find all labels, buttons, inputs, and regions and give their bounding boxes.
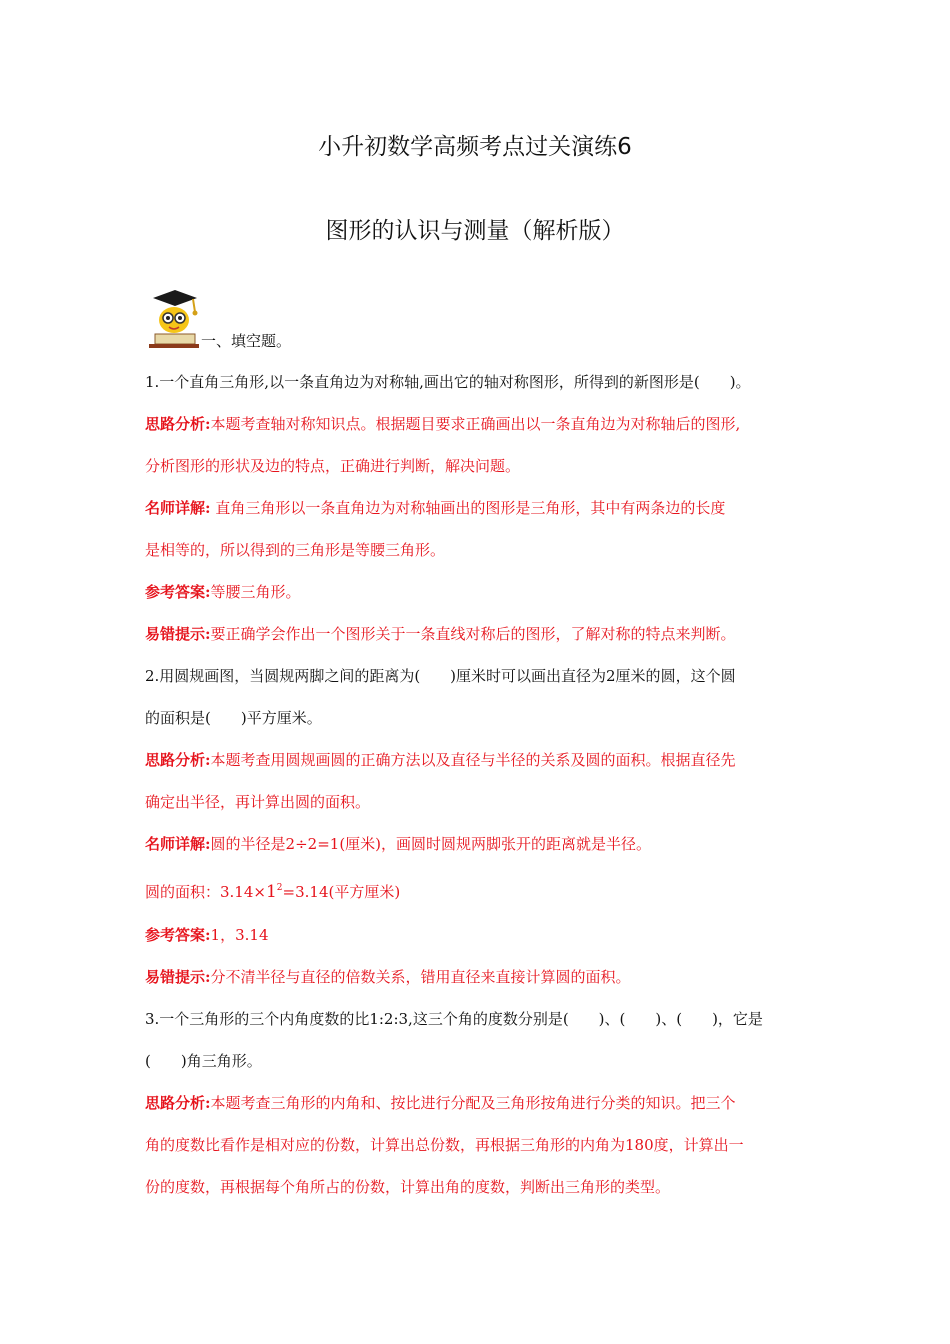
line-text: 等腰三角形。 xyxy=(210,583,301,601)
text-line xyxy=(145,708,322,728)
text-line xyxy=(145,372,751,392)
text-line xyxy=(145,1093,736,1113)
scholar-mascot-icon xyxy=(145,290,199,350)
text-line xyxy=(145,792,370,812)
line-label: 参考答案: xyxy=(145,926,211,944)
line-text: 要正确学会作出一个图形关于一条直线对称后的图形，了解对称的特点来判断。 xyxy=(210,625,736,643)
text-line xyxy=(145,540,445,560)
line-label: 思路分析: xyxy=(145,751,211,769)
line-label: 思路分析: xyxy=(145,1094,211,1112)
area-prefix: 圆的面积：3.14× xyxy=(145,883,266,901)
line-text: 是相等的，所以得到的三角形是等腰三角形。 xyxy=(145,541,446,559)
line-label: 参考答案: xyxy=(145,583,211,601)
line-text: 圆的半径是2÷2=1(厘米)，画圆时圆规两脚张开的距离就是半径。 xyxy=(210,835,652,853)
text-line xyxy=(145,624,736,644)
line-label: 名师详解: xyxy=(145,835,211,853)
line-label: 思路分析: xyxy=(145,415,211,433)
text-line xyxy=(145,1135,744,1155)
text-line xyxy=(145,925,269,945)
text-line xyxy=(145,750,736,770)
text-line xyxy=(145,834,651,854)
text-line xyxy=(145,666,736,686)
text-line xyxy=(145,456,520,476)
line-text: 3.一个三角形的三个内角度数的比1:2:3,这三个角的度数分别是( )、( )、( )，它是 xyxy=(145,1010,763,1028)
area-suffix: =3.14(平方厘米) xyxy=(282,883,401,901)
line-text: 份的度数，再根据每个角所占的份数，计算出角的度数，判断出三角形的类型。 xyxy=(145,1178,671,1196)
line-text: 分不清半径与直径的倍数关系，错用直径来直接计算圆的面积。 xyxy=(210,968,631,986)
line-text: 的面积是( )平方厘米。 xyxy=(145,709,322,727)
section-heading: 一、填空题。 xyxy=(201,332,292,350)
section-header xyxy=(145,290,545,350)
line-text: 本题考查三角形的内角和、按比进行分配及三角形按角进行分类的知识。把三个 xyxy=(210,1094,736,1112)
line-text: 2.用圆规画图，当圆规两脚之间的距离为( )厘米时可以画出直径为2厘米的圆，这个圆 xyxy=(145,667,736,685)
line-label: 名师详解: xyxy=(145,499,211,517)
line-label: 易错提示: xyxy=(145,625,211,643)
line-text: 1.一个直角三角形,以一条直角边为对称轴,画出它的轴对称图形，所得到的新图形是( )。 xyxy=(145,373,751,391)
text-line xyxy=(145,1009,763,1029)
text-line xyxy=(145,1051,262,1071)
page-subtitle: 图形的认识与测量（解析版） xyxy=(325,218,625,244)
line-text: 分析图形的形状及边的特点，正确进行判断，解决问题。 xyxy=(145,457,521,475)
text-line xyxy=(145,582,301,602)
line-label: 易错提示: xyxy=(145,968,211,986)
line-text: ( )角三角形。 xyxy=(145,1052,262,1070)
text-line xyxy=(145,498,725,518)
line-text: 1，3.14 xyxy=(210,926,269,944)
line-text: 本题考查轴对称知识点。根据题目要求正确画出以一条直角边为对称轴后的图形, xyxy=(210,415,741,433)
page-title: 小升初数学高频考点过关演练6 xyxy=(318,134,632,160)
line-text: 角的度数比看作是相对应的份数，计算出总份数，再根据三角形的内角为180度，计算出一 xyxy=(145,1136,744,1154)
line-text: 本题考查用圆规画圆的正确方法以及直径与半径的关系及圆的面积。根据直径先 xyxy=(210,751,736,769)
text-line xyxy=(145,414,740,434)
area-base: 1 xyxy=(265,882,277,902)
text-line xyxy=(145,967,631,987)
line-text: 直角三角形以一条直角边为对称轴画出的图形是三角形，其中有两条边的长度 xyxy=(210,499,726,517)
line-text: 确定出半径，再计算出圆的面积。 xyxy=(145,793,371,811)
area-formula xyxy=(145,878,400,902)
text-line xyxy=(145,1177,670,1197)
area-exponent: 2 xyxy=(276,883,283,893)
